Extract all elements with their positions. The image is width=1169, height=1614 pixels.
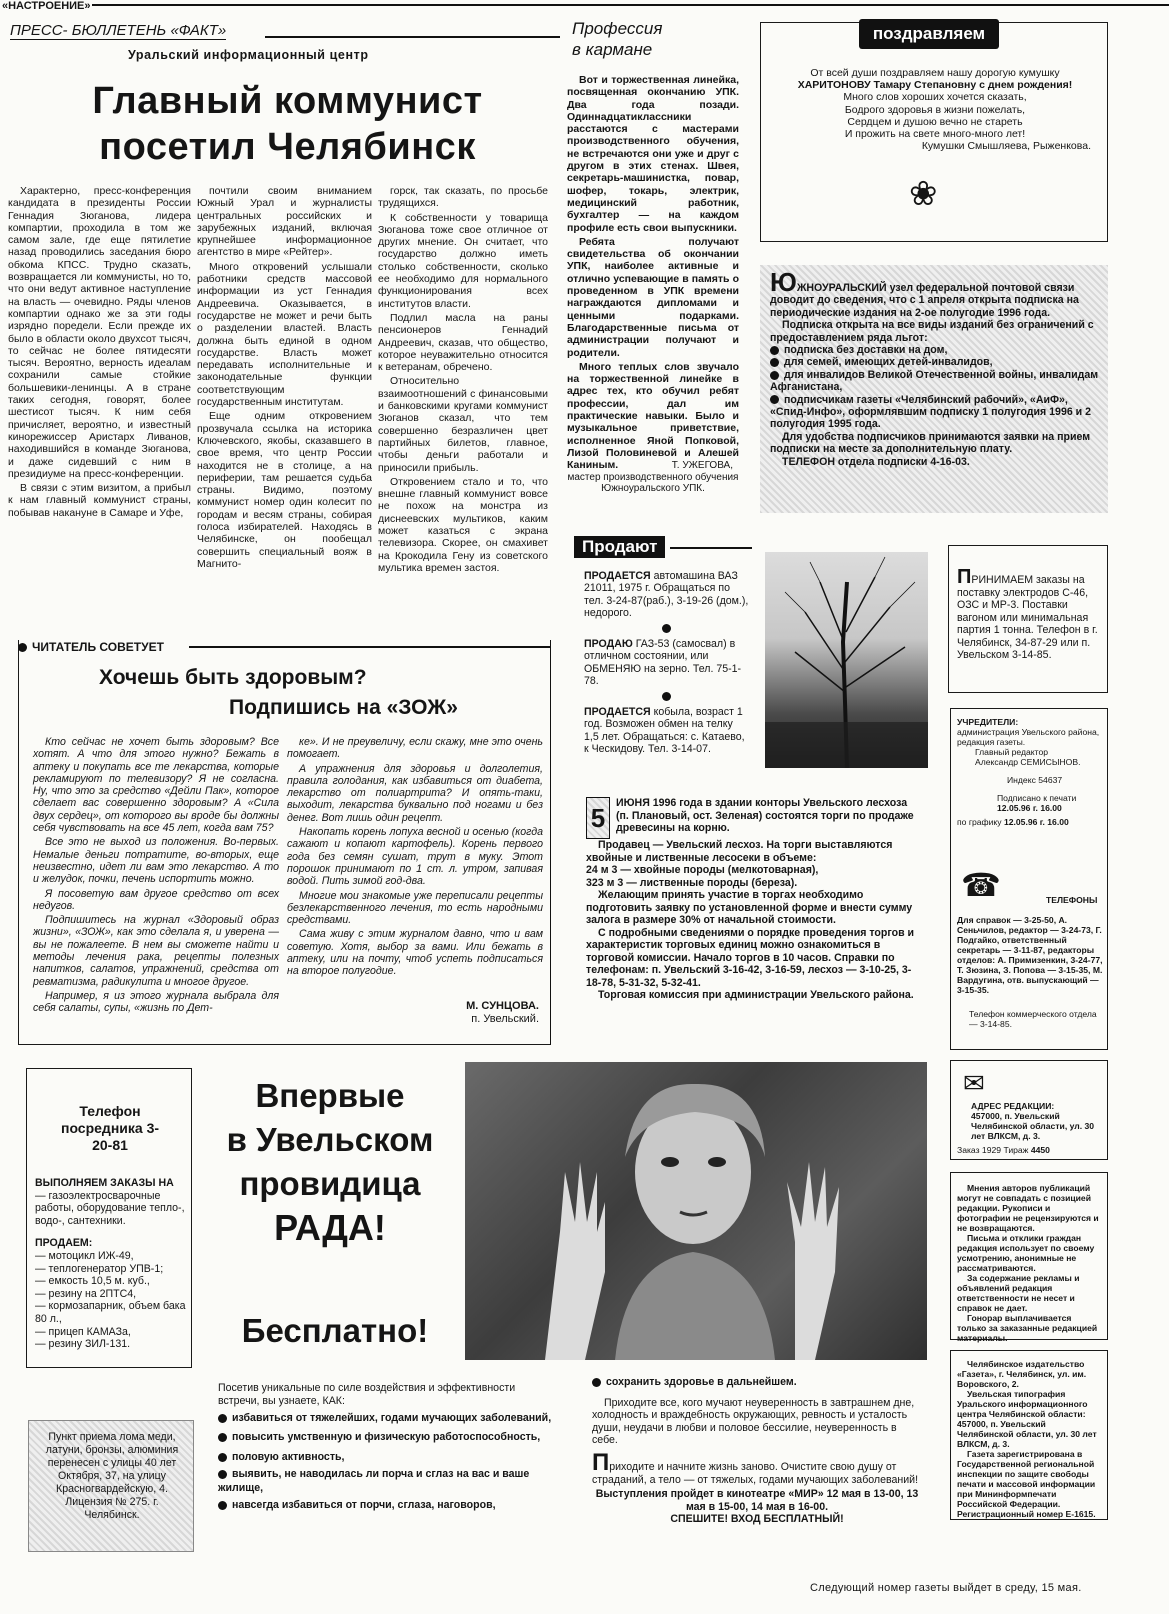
paragraph: почтили своим вниманием Южный Урал и журналисты центральных российских и зарубежных изданий, включая крупнейшее информационное агентство в мире «Рейтер».: [197, 185, 372, 259]
electrodes-text: [957, 568, 1103, 662]
bullet-icon: [592, 1378, 601, 1387]
bullet-icon: [218, 1501, 227, 1510]
post-notice: [760, 265, 1108, 513]
congrats-box: [760, 22, 1108, 242]
seer-p2-initial: П: [592, 1448, 610, 1476]
paragraph: Многие мои знакомые уже переписали рецепты безлекарственного лечения, то есть народными средствами.: [287, 889, 543, 927]
electrodes-body: РИНИМАЕМ заказы на поставку электродов С-46, ОЗС и МР-3. Поставки вагоном или минимальная партия 1 тонна. Телефон в г. Челябинск, 34-87-29 или п. Увельском 3-14-85.: [957, 574, 1098, 661]
founders-label: УЧРЕДИТЕЛИ:: [957, 717, 1019, 727]
scrap-text: Пункт приема лома меди, латуни, бронзы, алюминия перенесен с улицы 40 лет Октября, 37, на улицу Красногвардейскую, 4. Лицензия № 275. г. Челябинск.: [45, 1431, 179, 1521]
seer-list-item: выявить, не наводилась ли порча и сглаз на вас и ваше жилище,: [218, 1468, 530, 1494]
reader-signature: [359, 1000, 539, 1026]
woman-portrait-icon: [465, 1062, 927, 1360]
seer-intro: Посетив уникальные по силе воздействия и эффективности встречи, вы узнаете, КАК:: [218, 1382, 516, 1407]
paragraph: К собственности у товарища Зюганова тоже свое отличное от других мнение. Он считает, что государство должно иметь столько собственности, сколько ее необходимо для нормального функционирования всех институтов власти.: [378, 211, 548, 310]
flower-icon: ❀: [909, 176, 938, 213]
sale-item: ПРОДАЕТСЯ кобыла, возраст 1 год. Возможен обмен на телку 1,5 лет. Обращаться: с. Катаево, к Ческидову. Тел. 3-14-07.: [584, 706, 745, 756]
fact-column-2: [197, 185, 372, 615]
circulation-value: 4450: [1030, 1145, 1050, 1155]
next-issue: Следующий номер газеты выйдет в среду, 15 мая.: [810, 1582, 1082, 1594]
seer-headline: [200, 1074, 460, 1250]
paragraph: В связи с этим визитом, а прибыл к нам главный коммунист страны, побывав накануне в Самаре и Уфе,: [8, 482, 191, 519]
reader-author: М. СУНЦОВА.: [466, 1000, 539, 1012]
imprint-box: [950, 708, 1108, 1050]
section-label: «НАСТРОЕНИЕ»: [2, 0, 91, 12]
electrodes-initial: П: [957, 566, 972, 588]
paragraph: Относительно взаимоотношений с финансовыми и банковскими кругами коммунист Зюганов сказал, что тем совершенно безразличен цвет партийных билетов, главное, чтобы деньги работали и приносили прибыль.: [378, 375, 548, 474]
seer-photo: [465, 1062, 927, 1360]
auction-notice: [586, 795, 922, 1002]
phones-text: Для справок — 3-25-50, А. Сеньчилов, редактор — 3-24-73, Г. Подгайко, ответственный секретарь — 3-11-87, редакторы отделов: А. Примизенкин, 3-24-77, Т. Зюзина, З. Попова — 3-15-35, М. Вардугина, отв. выпускающий — 3-15-35.: [957, 915, 1103, 995]
broker-title: Телефон посредника 3-20-81: [60, 1103, 160, 1153]
paragraph: Много теплых слов звучало на торжественной линейке в адрес тех, кто обучил ребят профессии, дал им практические навыки. Было и музыкальное приветствие, исполненное Яной Попковой, Лизой Половиневой и Алешей Каниным.: [567, 360, 739, 472]
seer-list: [218, 1412, 558, 1512]
seer-p1: Приходите все, кого мучают неуверенность в завтрашнем дне, холодность и враждебность окружающих, ревность и усталость души, неудачи в любви и половое бессилие, неуверенность в себе.: [592, 1396, 915, 1447]
seer-line-2: в Увельском: [226, 1121, 434, 1158]
paragraph: Я посоветую вам другое средство от всех недугов.: [33, 887, 279, 912]
bulletin-label: ПРЕСС- БЮЛЛЕТЕНЬ «ФАКТ»: [10, 22, 227, 39]
seer-list-item: половую активность,: [218, 1451, 558, 1464]
reader-box: [18, 640, 551, 1045]
address-box: [950, 1060, 1108, 1160]
orders-item: — газоэлектросварочные работы, оборудование тепло-, водо-, сантехники.: [35, 1189, 185, 1227]
fact-headline-line-1: Главный коммунист: [92, 80, 483, 122]
auction-volume-2: 323 м 3 — лиственные породы (береза).: [586, 876, 798, 889]
profession-title-line-2: в кармане: [572, 40, 653, 59]
seer-list-item: повысить умственную и физическую работоспособность,: [218, 1431, 558, 1444]
bullet-icon: [770, 395, 779, 404]
paragraph: Сама живу с этим журналом давно, что и вам советую. Хотя, выбор за вами. Или бежать в аптеку, или на почту, чтоб успеть подписаться на второе полугодие.: [287, 928, 543, 978]
reader-title-1: Хочешь быть здоровым?: [99, 666, 367, 689]
bullet-icon: [218, 1414, 227, 1423]
seer-right-column: [592, 1376, 922, 1526]
paragraph: Ребята получают свидетельства об окончании УПК, наиболее активные и отлично успевающие в память о проведенном в УПК времени награждаются дипломами и ценными подарками. Благодарственные письма от администрации получают и родители.: [567, 235, 739, 359]
post-text: [770, 267, 1100, 468]
congrats-text: [765, 67, 1105, 152]
post-initial: Ю: [770, 267, 797, 297]
envelope-icon: ✉: [963, 1069, 985, 1098]
sell-item: — емкость 10,5 м. куб.,: [35, 1275, 150, 1288]
fact-column-3: [378, 185, 548, 615]
auction-p2: Желающим принять участие в торгах необходимо подготовить заявку по установленной форме и внести сумму залога в размере 30% от начальной стоимости.: [586, 889, 913, 926]
profession-author: Т. УЖЕГОВА,: [671, 460, 733, 471]
post-lead: ЖНОУРАЛЬСКИЙ узел федеральной почтовой связи доводит до сведения, что с 1 апреля открыта подписка на периодические издания на 2-ое полугодие 1996 года.: [770, 282, 1079, 319]
imprint-founders: [957, 717, 1103, 827]
auction-p4: Торговая комиссия при администрации Увельского района.: [598, 989, 914, 1001]
sell-item: — прицеп КАМАЗа,: [35, 1325, 131, 1338]
profession-title-line-1: Профессия: [572, 19, 663, 38]
reader-place: п. Увельский.: [471, 1013, 539, 1025]
profession-signature: [567, 460, 739, 495]
bullet-icon: [770, 346, 779, 355]
congrats-line: И прожить на свете много-много лет!: [844, 128, 1026, 141]
commercial-phone: Телефон коммерческого отдела — 3-14-85.: [969, 1009, 1097, 1029]
order-line: [957, 1145, 1103, 1155]
sell-item: — мотоцикл ИЖ-49,: [35, 1249, 134, 1262]
index: Индекс 54637: [1007, 775, 1063, 785]
editor-role: Главный редактор: [975, 747, 1049, 757]
bullet-icon: [662, 624, 671, 633]
phones-label: ТЕЛЕФОНЫ: [1046, 895, 1098, 905]
congrats-logo: поздравляем: [859, 19, 999, 49]
paragraph: Откровением стало и то, что внешне главный коммунист вовсе не похож на монстра из диснеевских мультиков, каким может казаться с экрана телевизора. Скорее, он смахивет на Крокодила Гену из советского мультика времен застоя.: [378, 475, 548, 574]
auction-volume-1: 24 м 3 — хвойные породы (мелкотоварная),: [586, 864, 819, 876]
post-item: подписчикам газеты «Челябинский рабочий», «АиФ», «Спид-Инфо», оформлявшим подписку 1 полугодия 1996 и 2 полугодия 1995 года.: [770, 393, 1092, 431]
post-note: Для удобства подписчиков принимаются заявки на прием подписки на месте за дополнительную плату.: [770, 430, 1091, 456]
header-rule: [92, 4, 1169, 6]
reader-rule: [189, 646, 551, 648]
broker-content: [35, 1177, 187, 1351]
seer-list-item: избавиться от тяжелейших, годами мучающих заболеваний,: [218, 1412, 558, 1425]
congrats-line: Сердцем и душою вечно не стареть: [847, 115, 1023, 128]
address-text: [971, 1101, 1105, 1141]
reader-column-1: [33, 736, 279, 1041]
paragraph: Еще одним откровением прозвучала ссылка на историка Ключевского, якобы, сказавшего в свое время, что центр России находится не в столице, а на периферии, там решается судьба страны. Видимо, поэтому коммунист номер один колесит по городам и весям страны, собирая голоса избирателей. Находясь в Челябинске, он пообещал совершить специальный вояж в Магнито-: [197, 410, 372, 570]
congrats-signature: Кумушки Смышляева, Рыженкова.: [921, 140, 1091, 153]
sale-rule: [670, 547, 752, 549]
paragraph: Например, я из этого журнала выбрала для себя салаты, супы, «жизнь по Дет-: [33, 989, 279, 1015]
post-intro: Подписка открыта на все виды изданий без ограничений с предоставлением ряда льгот:: [770, 319, 1094, 344]
congrats-line: От всей души поздравляем нашу дорогую кумушку: [810, 67, 1060, 79]
seer-list-item: сохранить здоровье в дальнейшем.: [592, 1376, 922, 1389]
reader-rubric: ЧИТАТЕЛЬ СОВЕТУЕТ: [18, 640, 164, 654]
paragraph: Подлил масла на раны пенсионеров Геннадий Андреевич, сказав, что общество, которое неуважительно относится к ветеранам, обречено.: [378, 311, 548, 374]
bullet-icon: [218, 1470, 227, 1479]
scrap-box: [28, 1420, 194, 1552]
birch-tree-icon: [765, 552, 928, 768]
schedule-label: по графику: [957, 817, 1002, 827]
address-value: 457000, п. Увельский Челябинской области, ул. 30 лет ВЛКСМ, д. 3.: [971, 1111, 1095, 1141]
paragraph: Вот и торжественная линейка, посвященная окончанию УПК. Два года позади. Одиннадцатиклассники расстаются с мастерами производственного обучения, не встречаются они уже и друг с другом в этих стенах. Швея, секретарь-машинистка, повар, шофер, токарь, электрик, медицинский работник, бухгалтер — на каждом профиле есть свои выпускники.: [567, 74, 739, 234]
order-number: Заказ 1929: [957, 1145, 1002, 1155]
bullet-icon: [218, 1433, 227, 1442]
bullet-icon: [662, 692, 671, 701]
bulletin-rule: [265, 36, 560, 38]
congrats-line: ХАРИТОНОВУ Тамару Степановну с днем рождения!: [797, 79, 1073, 92]
circulation-label: Тираж: [1003, 1145, 1029, 1155]
seer-line-1: Впервые: [255, 1077, 405, 1114]
telephone-icon: ☎: [961, 867, 1001, 903]
fact-column-1: [8, 185, 191, 615]
seer-schedule: Выступления пройдет в кинотеатре «МИР» 12 мая в 13-00, 13 мая в 15-00, 14 мая в 16-00.: [595, 1488, 919, 1513]
paragraph: ке». И не преувеличу, если скажу, мне это очень помогает.: [287, 736, 543, 761]
editor-name: Александр СЕМИСЫНОВ.: [975, 757, 1081, 767]
paragraph: А упражнения для здоровья и долголетия, правила голодания, как избавиться от диабета, лекарство от полиартрита? И опять-таки, выходит, лекарства буквально под ногами и без денег. Вот лишь один рецепт.: [287, 762, 543, 824]
sale-heading: Продают: [574, 536, 665, 558]
congrats-line: Много слов хороших хочется сказать,: [843, 91, 1027, 104]
signed-date: 12.05.96 г. 16.00: [997, 803, 1062, 813]
sale-item: ПРОДАЮ ГАЗ-53 (самосвал) в отличном состоянии, или ОБМЕНЯЮ на зерно. Тел. 75-1-78.: [584, 638, 742, 688]
disclaimer-text: Мнения авторов публикаций могут не совпадать с позицией редакции. Рукописи и фотографии не рецензируются и не возвращаются. Письма и отклики граждан редакция использует по своему усмотрению, анонимные не рассматриваются. За содержание рекламы и объявлений редакция ответственности не несет и справок не дает. Гонорар выплачивается только за заказанные редакцией материалы.: [957, 1183, 1099, 1343]
auction-p1: Продавец — Увельский лесхоз. На торги выставляются хвойные и лиственные лесосеки в объеме:: [586, 839, 893, 864]
disclaimer-box: [950, 1172, 1108, 1343]
broker-box: [26, 1068, 192, 1368]
fact-headline: [20, 78, 555, 170]
post-item: подписка без доставки на дом,: [770, 344, 1100, 356]
post-item: для инвалидов Великой Отечественной войны, инвалидам Афганистана,: [770, 368, 1099, 394]
birch-photo: [765, 552, 928, 768]
profession-author-role: мастер производственного обучения Южноуральского УПК.: [567, 471, 739, 495]
seer-list-item: навсегда избавиться от порчи, сглаза, наговоров,: [218, 1499, 558, 1512]
printer-text: Челябинское издательство «Газета», г. Челябинск, ул. им. Воровского, 2. Увельская типография Уральского информационного центра Челябинской области: 457000, п. Увельский Челябинской области, ул. 30 лет ВЛКСМ, д. 3. Газета зарегистрирована в Государственной региональной инспекции по защите свободы печати и массовой информации при Мининформпечати Российской Федерации. Регистрационный номер Е-1615.: [957, 1359, 1097, 1519]
electrodes-box: [948, 545, 1108, 693]
congrats-line: Бодрого здоровья в жизни пожелать,: [844, 103, 1026, 116]
signed-label: Подписано к печати: [997, 793, 1077, 803]
sell-item: — резину на 2ПТС4,: [35, 1287, 137, 1300]
sale-item: ПРОДАЕТСЯ автомашина ВАЗ 21011, 1975 г. Обращаться по тел. 3-24-87(раб.), 3-19-26 (дом.), недорого.: [584, 570, 749, 620]
orders-label: ВЫПОЛНЯЕМ ЗАКАЗЫ НА: [35, 1177, 174, 1189]
paragraph: Много откровений услышали работники средств массовой информации из уст Геннадия Андреевича. Оказывается, в государстве не может и речи быть о разделении властей. Власть должна быть единой в одном государстве. Власть может передавать исполнительные и законодательные функции соответствующим государственным институтам.: [197, 260, 372, 409]
post-item: для семей, имеющих детей-инвалидов,: [770, 356, 1100, 368]
seer-p2: риходите и начните жизнь заново. Очистите свою душу от страданий, а тело — от тяжелых, годами мучающих заболеваний!: [592, 1460, 919, 1486]
fact-source: Уральский информационный центр: [128, 48, 369, 62]
seer-free: Бесплатно!: [241, 1312, 429, 1349]
paragraph: Кто сейчас не хочет быть здоровым? Все хотят. А что для этого нужно? Бежать в аптеку и покупать все те лекарства, которые рекламируют по телевизору? Я не согласна. Ну, что это за средство «Дейли Пак», которое сделает вас совершенно здоровым? А «Сила двух сердец», от которого вы вроде бы должны себя чувствовать на все 45 лет, когда вам 75?: [33, 736, 279, 835]
address-label: АДРЕС РЕДАКЦИИ:: [971, 1101, 1055, 1111]
sell-item: — резину ЗИЛ-131.: [35, 1338, 131, 1351]
bullet-icon: [770, 358, 779, 367]
paragraph: Все это не выход из положения. Во-первых. Немалые деньги потратите, во-вторых, еще неизвестно, идет ли вам это лекарство. А то и желудок, почки, печень испортить можно.: [33, 836, 279, 886]
auction-lead: ИЮНЯ 1996 года в здании конторы Увельского лесхоза (п. Плановый, ост. Зеленая) состоятся торги по продаже древесины на корню.: [616, 797, 914, 834]
sell-item: — кормозапарник, объем бака 80 л.,: [35, 1300, 186, 1325]
reader-column-2: [287, 736, 543, 996]
seer-hurry: СПЕШИТЕ! ВХОД БЕСПЛАТНЫЙ!: [670, 1513, 844, 1526]
bullet-icon: [218, 1453, 227, 1462]
sell-item: — теплогенератор УПВ-1;: [35, 1262, 164, 1275]
bullet-icon: [770, 371, 779, 380]
post-phone: ТЕЛЕФОН отдела подписки 4-16-03.: [782, 455, 970, 468]
profession-title: [572, 18, 662, 60]
reader-title-2: Подпишись на «ЗОЖ»: [229, 696, 458, 719]
paragraph: Накопать корень лопуха весной и осенью (когда сажают и копают картофель). Корень первого года без семян сушат, трут в муку. Этот порошок принимают по 1 ст. л. утром, запивая водой. Пить зимой год-два.: [287, 826, 543, 888]
paragraph: горск, так сказать, по просьбе трудящихся.: [378, 185, 548, 210]
seer-line-3: провидица: [239, 1165, 421, 1202]
printer-box: [950, 1350, 1108, 1520]
founders-text: администрация Увельского района, редакция газеты.: [957, 727, 1100, 747]
auction-initial: 5: [586, 797, 610, 839]
paragraph: Характерно, пресс-конференция кандидата в президенты России Геннадия Зюганова, лидера компартии, проходила в том же самом зале, где еще пятилетие назад проводились заседания бюро обкома КПСС. Трудно сказать, возвращается ли коммунисты, но то, что они ведут активное наступление на власть — очевидно. Ряды членов компартии однако же за эти годы изрядно поредели. Если прежде их было в области около двухсот тысяч, то сейчас не более пятидесяти тысяч. Вероятно, верность идеалам сохранили самые стойкие большевики-ленинцы. А в стране таких сегодня, говорят, более шестисот тысяч. К ним себя причисляет, вероятно, и известный кинорежиссер Аристарх Ливанов, находившийся в команде Зюганова, и даже сидевший с ним в президиуме на пресс-конференции.: [8, 185, 191, 480]
paragraph: Подпишитесь на журнал «Здоровый образ жизни», «ЗОЖ», как это сделала я, и уверена — вы не пожалеете. В нем вы сможете найти и методы лечения рака, рецепты полезных напитков, салатов, упражнений, средства от ревматизма, радикулита и многое другое.: [33, 914, 279, 988]
fact-headline-line-2: посетил Челябинск: [99, 126, 476, 168]
seer-line-4: РАДА!: [274, 1207, 386, 1248]
auction-p3: С подробными сведениями о порядке проведения торгов и характеристик торговых единиц можно ознакомиться в торговой комиссии. Начало торгов в 10 часов. Справки по телефонам: п. Увельский 3-16-42, 3-16-59, лесхоз — 3-10-25, 3-18-78, 5-31-32, 5-32-41.: [586, 926, 915, 989]
sale-list: [584, 570, 749, 756]
schedule-date: 12.05.96 г. 16.00: [1003, 817, 1069, 827]
sell-label: ПРОДАЕМ:: [35, 1237, 93, 1250]
